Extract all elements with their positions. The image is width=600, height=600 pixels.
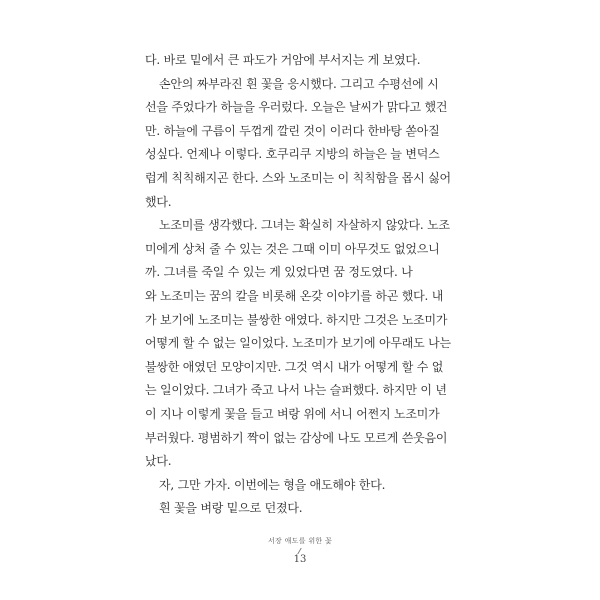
text-line: 는 일이었다. 그녀가 죽고 나서 나는 슬퍼했다. 하지만 이 년 bbox=[145, 383, 447, 398]
text-line: 가 보기에 노조미는 불쌍한 애였다. 하지만 그것은 노조미가 bbox=[145, 312, 448, 327]
text-line: 흰 꽃을 벼랑 밑으로 던졌다. bbox=[159, 501, 303, 516]
body-text bbox=[145, 49, 457, 521]
page-number: 13 bbox=[293, 554, 307, 565]
text-line: 다. 바로 밑에서 큰 파도가 거암에 부서지는 게 보였다. bbox=[145, 53, 421, 67]
text-line: 부러웠다. 평범하기 짝이 없는 감상에 나도 모르게 쓴웃음이 bbox=[145, 430, 448, 445]
text-line: 선을 주었다가 하늘을 우러렀다. 오늘은 날씨가 맑다고 했건 bbox=[145, 100, 448, 115]
text-line: 미에게 상처 줄 수 있는 것은 그때 이미 아무것도 없었으니 bbox=[145, 241, 440, 256]
text-line: 불쌍한 애였던 모양이지만. 그것 역시 내가 어떻게 할 수 없 bbox=[145, 359, 444, 374]
text-line: 손안의 짜부라진 흰 꽃을 응시했다. 그리고 수평선에 시 bbox=[159, 76, 439, 91]
text-line: 노조미를 생각했다. 그녀는 확실히 자살하지 않았다. 노조 bbox=[159, 218, 450, 233]
text-line: 어떻게 할 수 없는 일이었다. 노조미가 보기에 아무래도 나는 bbox=[145, 336, 451, 351]
text-line: 와 노조미는 꿈의 칼을 비롯해 온갖 이야기를 하곤 했다. 내 bbox=[145, 288, 444, 303]
text-line: 까. 그녀를 죽일 수 있는 게 있었다면 꿈 정도였다. 나 bbox=[145, 265, 413, 280]
text-line: 만. 하늘에 구름이 두껍게 깔린 것이 이러다 한바탕 쏟아질 bbox=[145, 123, 440, 138]
text-line: 성싶다. 언제나 이렇다. 호쿠리쿠 지방의 하늘은 늘 변덕스 bbox=[145, 147, 440, 162]
text-line: 났다. bbox=[145, 454, 172, 469]
text-line: 했다. bbox=[145, 194, 172, 209]
text-line: 자, 그만 가자. 이번에는 형을 애도해야 한다. bbox=[159, 477, 386, 492]
text-line: 이 지나 이렇게 꽃을 들고 벼랑 위에 서니 어쩐지 노조미가 bbox=[145, 406, 440, 421]
text-line: 럽게 칙칙해지곤 한다. 스와 노조미는 이 칙칙함을 몹시 싫어 bbox=[145, 170, 451, 185]
running-title: 서장 애도를 위한 꽃 bbox=[267, 537, 333, 545]
